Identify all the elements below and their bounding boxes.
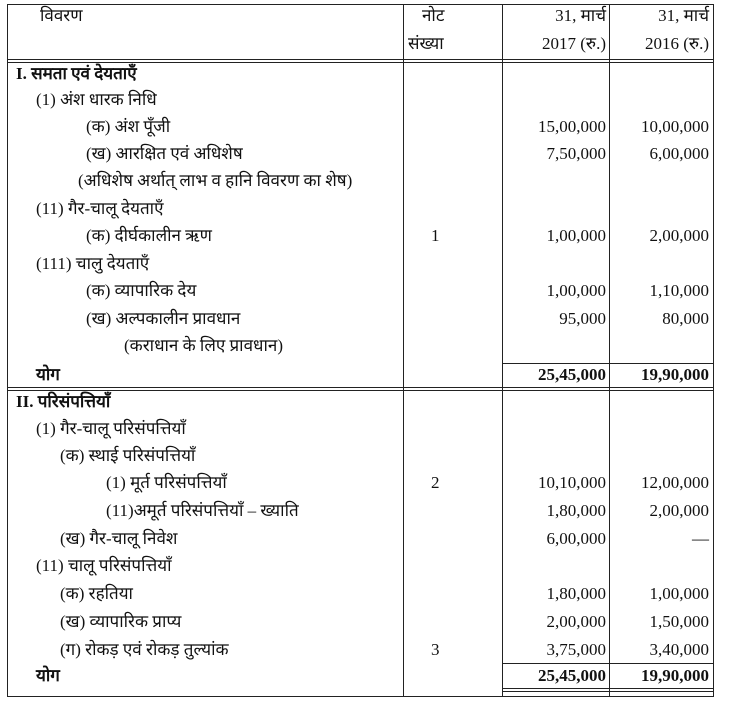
row-label: (ख) गैर-चालू निवेश bbox=[60, 529, 178, 548]
header-year-2017: 2017 (रु.) bbox=[542, 34, 606, 53]
section-heading: I. समता एवं देयताएँ bbox=[16, 64, 137, 83]
row-label: (ग) रोकड़ एवं रोकड़ तुल्यांक bbox=[60, 640, 229, 659]
value-2017: 1,00,000 bbox=[546, 281, 606, 300]
value-2016: 1,00,000 bbox=[649, 584, 709, 603]
row-label: (क) अंश पूँजी bbox=[86, 117, 171, 136]
value-2016: 2,00,000 bbox=[649, 226, 709, 245]
note-number: 1 bbox=[431, 226, 440, 245]
row-label: (क) रहतिया bbox=[60, 584, 133, 603]
header-particulars: विवरण bbox=[40, 6, 83, 25]
header-rule bbox=[7, 62, 714, 63]
row-label: (1) अंश धारक निधि bbox=[36, 90, 157, 109]
value-2017: 2,00,000 bbox=[546, 612, 606, 631]
row-label: (क) दीर्घकालीन ऋण bbox=[86, 226, 212, 245]
value-2017: 95,000 bbox=[559, 309, 606, 328]
value-2016: 3,40,000 bbox=[649, 640, 709, 659]
row-label: (ख) अल्पकालीन प्रावधान bbox=[86, 309, 241, 328]
value-2016: 80,000 bbox=[662, 309, 709, 328]
total-rule bbox=[502, 691, 714, 692]
column-rule bbox=[609, 4, 610, 697]
header-note: नोट bbox=[422, 6, 445, 25]
section-rule bbox=[7, 390, 714, 391]
value-2017: 7,50,000 bbox=[546, 144, 606, 163]
value-2016: 2,00,000 bbox=[649, 501, 709, 520]
header-year-2016: 31, मार्च bbox=[658, 6, 709, 25]
note-number: 3 bbox=[431, 640, 440, 659]
total-rule bbox=[502, 663, 714, 664]
total-label: योग bbox=[36, 666, 60, 685]
total-2017: 25,45,000 bbox=[538, 666, 606, 685]
header-rule bbox=[7, 59, 714, 60]
value-2016: 6,00,000 bbox=[649, 144, 709, 163]
note-number: 2 bbox=[431, 473, 440, 492]
row-label: (क) व्यापारिक देय bbox=[86, 281, 197, 300]
column-rule bbox=[502, 4, 503, 697]
row-label: (111) चालु देयताएँ bbox=[36, 254, 150, 273]
total-2016: 19,90,000 bbox=[641, 666, 709, 685]
value-2017: 10,10,000 bbox=[538, 473, 606, 492]
total-rule bbox=[502, 688, 714, 689]
header-year-2016: 2016 (रु.) bbox=[645, 34, 709, 53]
row-label: (11) चालू परिसंपत्तियाँ bbox=[36, 556, 172, 575]
row-label: (11)अमूर्त परिसंपत्तियाँ – ख्याति bbox=[106, 501, 299, 520]
row-note-text: (अधिशेष अर्थात् लाभ व हानि विवरण का शेष) bbox=[78, 171, 353, 190]
row-label: (ख) आरक्षित एवं अधिशेष bbox=[86, 144, 243, 163]
row-label: (क) स्थाई परिसंपत्तियाँ bbox=[60, 446, 196, 465]
total-2016: 19,90,000 bbox=[641, 365, 709, 384]
row-label: (11) गैर-चालू देयताएँ bbox=[36, 199, 164, 218]
total-2017: 25,45,000 bbox=[538, 365, 606, 384]
value-2016: — bbox=[692, 529, 709, 548]
value-2017: 1,80,000 bbox=[546, 584, 606, 603]
row-label: (1) मूर्त परिसंपत्तियाँ bbox=[106, 473, 227, 492]
header-year-2017: 31, मार्च bbox=[555, 6, 606, 25]
value-2016: 12,00,000 bbox=[641, 473, 709, 492]
value-2017: 1,80,000 bbox=[546, 501, 606, 520]
section-heading: II. परिसंपत्तियाँ bbox=[16, 392, 111, 411]
row-label: (1) गैर-चालू परिसंपत्तियाँ bbox=[36, 419, 186, 438]
row-note-text: (कराधान के लिए प्रावधान) bbox=[124, 336, 283, 355]
row-label: (ख) व्यापारिक प्राप्य bbox=[60, 612, 182, 631]
value-2017: 1,00,000 bbox=[546, 226, 606, 245]
column-rule bbox=[403, 4, 404, 697]
value-2017: 3,75,000 bbox=[546, 640, 606, 659]
value-2017: 15,00,000 bbox=[538, 117, 606, 136]
value-2016: 1,10,000 bbox=[649, 281, 709, 300]
value-2016: 10,00,000 bbox=[641, 117, 709, 136]
total-label: योग bbox=[36, 365, 60, 384]
value-2016: 1,50,000 bbox=[649, 612, 709, 631]
header-note: संख्या bbox=[408, 34, 444, 53]
value-2017: 6,00,000 bbox=[546, 529, 606, 548]
section-rule bbox=[7, 387, 714, 388]
total-rule bbox=[502, 363, 714, 364]
